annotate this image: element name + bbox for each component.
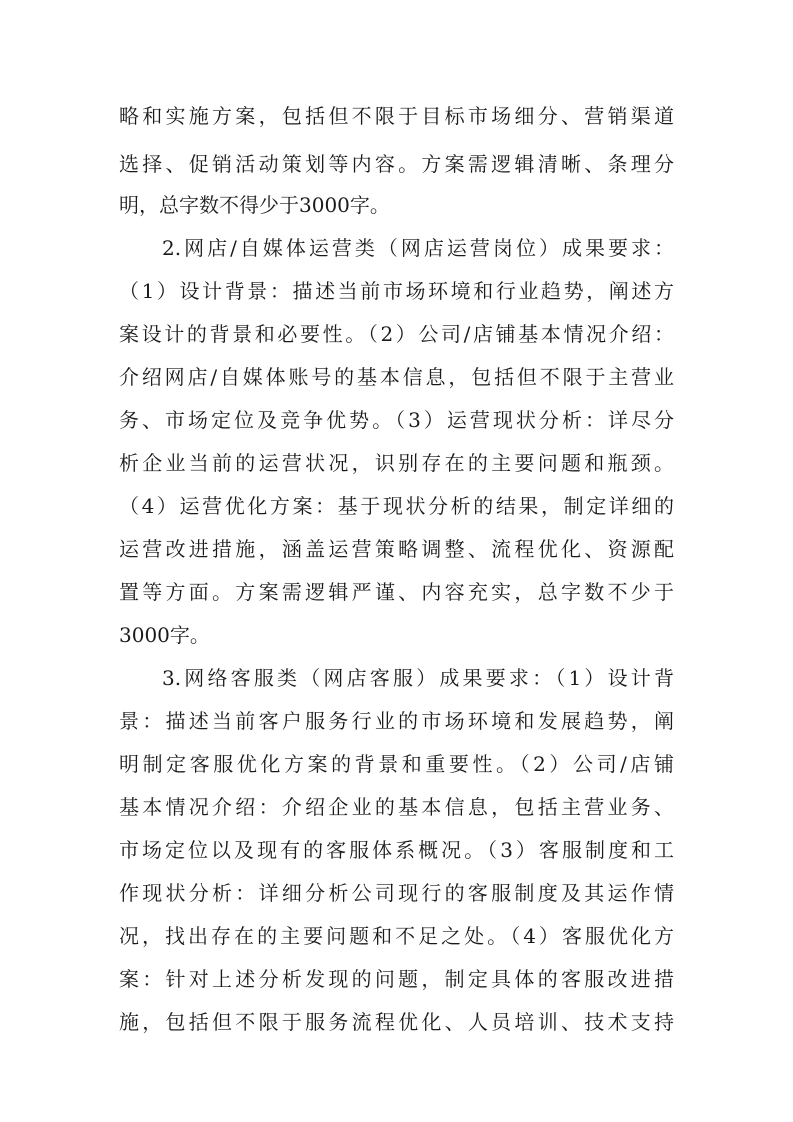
text-line: 基本情况介绍：介绍企业的基本信息，包括主营业务、: [119, 795, 674, 819]
text-line: 市场定位以及现有的客服体系概况。（3）客服制度和工: [119, 838, 674, 862]
text-line: 运营改进措施，涵盖运营策略调整、流程优化、资源配: [119, 537, 674, 561]
text-line: 案设计的背景和必要性。（2）公司/店铺基本情况介绍：: [119, 322, 674, 346]
text-line: （4）运营优化方案：基于现状分析的结果，制定详细的: [119, 494, 674, 518]
text-line: 明，总字数不得少于3000字。: [119, 193, 390, 217]
text-line: 明制定客服优化方案的背景和重要性。（2）公司/店铺: [119, 752, 674, 776]
text-line: 况，找出存在的主要问题和不足之处。（4）客服优化方: [119, 924, 674, 948]
text-line: 3000字。: [119, 623, 210, 647]
text-line: 景：描述当前客户服务行业的市场环境和发展趋势，阐: [119, 709, 674, 733]
text-line: 选择、促销活动策划等内容。方案需逻辑清晰、条理分: [119, 152, 674, 176]
text-line: 略和实施方案，包括但不限于目标市场细分、营销渠道: [119, 104, 674, 128]
text-line: 析企业当前的运营状况，识别存在的主要问题和瓶颈。: [119, 451, 674, 475]
section-heading-line: 2.网店/自媒体运营类（网店运营岗位）成果要求：: [162, 236, 674, 260]
text-line: （1）设计背景：描述当前市场环境和行业趋势，阐述方: [119, 279, 674, 303]
text-line: 作现状分析：详细分析公司现行的客服制度及其运作情: [119, 881, 674, 905]
text-line: 案：针对上述分析发现的问题，制定具体的客服改进措: [119, 967, 674, 991]
text-line: 务、市场定位及竞争优势。（3）运营现状分析：详尽分: [119, 408, 674, 432]
text-line: 介绍网店/自媒体账号的基本信息，包括但不限于主营业: [119, 365, 674, 389]
text-line: 置等方面。方案需逻辑严谨、内容充实，总字数不少于: [119, 580, 674, 604]
text-line: 施，包括但不限于服务流程优化、人员培训、技术支持: [119, 1010, 674, 1034]
section-heading-line: 3.网络客服类（网店客服）成果要求：（1）设计背: [162, 666, 674, 690]
